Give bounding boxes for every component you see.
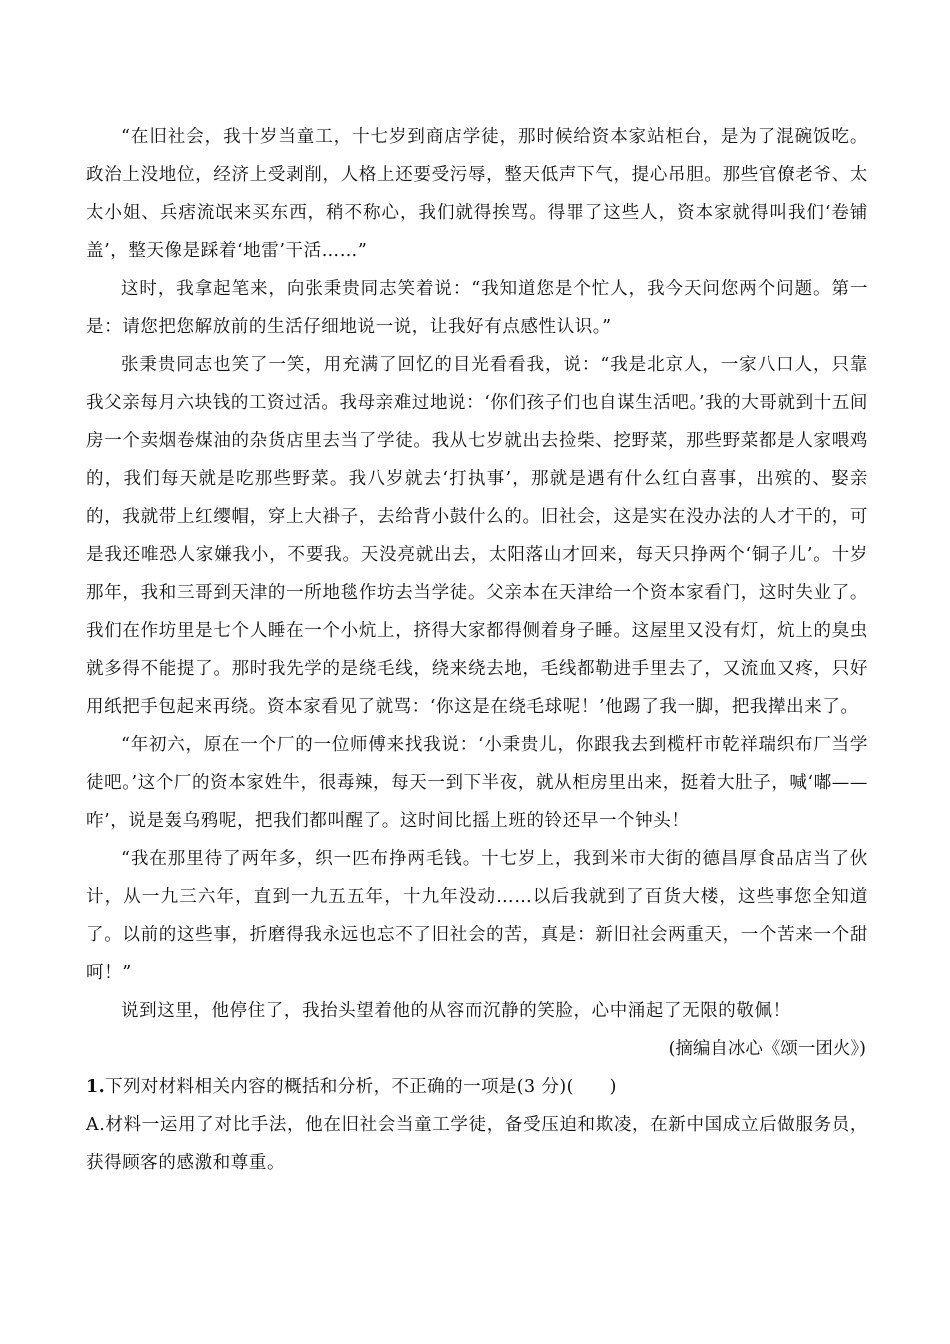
passage-paragraph-1: “在旧社会，我十岁当童工，十七岁到商店学徒，那时候给资本家站柜台，是为了混碗饭吃。政治上没地位，经济上受剥削，人格上还要受污辱，整天低声下气，提心吊胆。那些官僚老爷、太太小姐、兵痞流氓来买东西，稍不称心，我们就得挨骂。得罪了这些人，资本家就得叫我们‘卷铺盖’，整天像是踩着‘地雷’干活……”: [86, 127, 868, 261]
question-block: [86, 1068, 868, 1182]
passage-paragraph-4: “年初六，原在一个厂的一位师傅来找我说：‘小秉贵儿，你跟我去到榄杆市乾祥瑞织布厂当学徒吧。’这个厂的资本家姓牛，很毒辣，每天一到下半夜，就从柜房里出来，挺着大肚子，喊‘嘟——咋’，说是轰乌鸦呢，把我们都叫醒了。这时间比摇上班的铃还早一个钟头！: [86, 735, 868, 831]
passage-paragraph-6: 说到这里，他停住了，我抬头望着他的从容而沉静的笑脸，心中涌起了无限的敬佩！: [121, 1001, 791, 1021]
passage-source: (摘编自冰心《颂一团火》): [668, 1039, 866, 1059]
passage-paragraph-2: 这时，我拿起笔来，向张秉贵同志笑着说：“我知道您是个忙人，我今天问您两个问题。第一是：请您把您解放前的生活仔细地说一说，让我好有点感性认识。”: [86, 279, 868, 337]
option-a: A.材料一运用了对比手法，他在旧社会当童工学徒，备受压迫和欺凌，在新中国成立后做服务员，获得顾客的感激和尊重。: [86, 1115, 868, 1173]
question-stem: [86, 1068, 868, 1106]
passage: [86, 118, 868, 1068]
question-text: 下列对材料相关内容的概括和分析，不正确的一项是(3 分)( ): [105, 1077, 617, 1097]
question-number: 1.: [86, 1077, 106, 1097]
passage-paragraph-3: 张秉贵同志也笑了一笑，用充满了回忆的目光看看我，说：“我是北京人，一家八口人，只靠我父亲每月六块钱的工资过活。我母亲难过地说：‘你们孩子们也自谋生活吧。’我的大哥就到十五间房一个卖烟卷煤油的杂货店里去当了学徒。我从七岁就出去捡柴、挖野菜，那些野菜都是人家喂鸡的，我们每天就是吃那些野菜。我八岁就去‘打执事’，那就是遇有什么红白喜事，出殡的、娶亲的，我就带上红缨帽，穿上大褂子，去给背小鼓什么的。旧社会，这是实在没办法的人才干的，可是我还唯恐人家嫌我小，不要我。天没亮就出去，太阳落山才回来，每天只挣两个‘铜子儿’。十岁那年，我和三哥到天津的一所地毯作坊去当学徒。父亲本在天津给一个资本家看门，这时失业了。我们在作坊里是七个人睡在一个小炕上，挤得大家都得侧着身子睡。这屋里又没有灯，炕上的臭虫就多得不能提了。那时我先学的是绕毛线，绕来绕去地，毛线都勒进手里去了，又流血又疼，只好用纸把手包起来再绕。资本家看见了就骂：‘你这是在绕毛球呢！’他踢了我一脚，把我撵出来了。: [86, 355, 868, 717]
passage-paragraph-5: “我在那里待了两年多，织一匹布挣两毛钱。十七岁上，我到米市大街的德昌厚食品店当了伙计，从一九三六年，直到一九五五年，十九年没动……以后我就到了百货大楼，这些事您全知道了。以前的这些事，折磨得我永远也忘不了旧社会的苦，真是：新旧社会两重天，一个苦来一个甜呵！”: [86, 849, 868, 983]
